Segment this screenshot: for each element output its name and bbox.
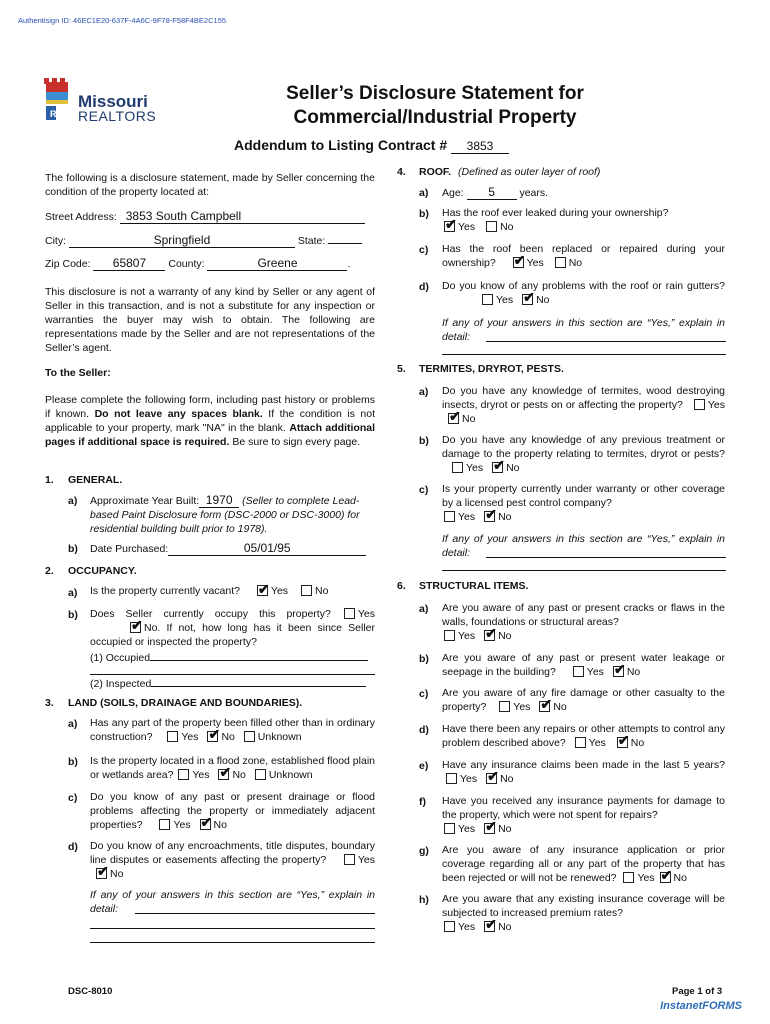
pest-warranty-no-checkbox[interactable]: [484, 511, 495, 522]
gutters-no-checkbox[interactable]: [522, 294, 533, 305]
s2-inspected: (2) Inspected: [90, 676, 375, 690]
cracks-no-checkbox[interactable]: [484, 630, 495, 641]
logo-line1: Missouri: [78, 92, 148, 111]
fire-yes-checkbox[interactable]: [499, 701, 510, 712]
logo-line2: REALTORS: [78, 108, 157, 124]
cracks-yes-checkbox[interactable]: [444, 630, 455, 641]
payments-yes-checkbox[interactable]: [444, 823, 455, 834]
s4-replaced: Has the roof been replaced or repaired during your ownership? ✔ Yes No: [442, 242, 725, 270]
s2-occupy: Does Seller currently occupy this property? Yes ✔No. If not, how long has it been since Seller occupied or inspected the property?: [90, 607, 375, 649]
addendum-heading: Addendum to Listing Contract # 3853: [234, 137, 509, 154]
inspected-field[interactable]: [151, 676, 366, 687]
section2-title: OCCUPANCY.: [68, 565, 137, 577]
section5-title: TERMITES, DRYROT, PESTS.: [419, 363, 564, 375]
s1-date-purchased: Date Purchased: 05/01/95: [90, 541, 375, 556]
s6-repairs: Have there been any repairs or other attempts to control any problem described above? Yes ✔ No: [442, 722, 725, 750]
leaked-no-checkbox[interactable]: [486, 221, 497, 232]
filled-yes-checkbox[interactable]: [167, 731, 178, 742]
intro-text: The following is a disclosure statement, made by Seller concerning the condition of the property located at:: [45, 172, 375, 198]
zip-code-field[interactable]: 65807: [93, 256, 165, 271]
s5-termites: Do you have any knowledge of termites, wood destroying insects, dryrot or pests on or affecting the property? Yes ✔No: [442, 384, 725, 426]
replaced-no-checkbox[interactable]: [555, 257, 566, 268]
section1-title: GENERAL.: [68, 474, 123, 486]
s3-encroach: Do you know of any encroachments, title disputes, boundary line disputes or easements affecting the property? Yes ✔No: [90, 839, 375, 881]
payments-no-checkbox[interactable]: [484, 823, 495, 834]
section1-number: 1.: [45, 474, 54, 486]
premium-yes-checkbox[interactable]: [444, 921, 455, 932]
s1-year-built: Approximate Year Built: 1970 (Seller to complete Lead-based Paint Disclosure form (DSC-2000 or DSC-3000) for residential building built prior to 1978).: [90, 493, 360, 535]
page-number: Page 1 of 3: [672, 986, 723, 997]
drainage-no-checkbox[interactable]: [200, 819, 211, 830]
page-title: Seller’s Disclosure Statement for Commercial/Industrial Property: [286, 83, 584, 128]
s4-gutters: Do you know of any problems with the roof or rain gutters? Yes ✔ No: [442, 279, 725, 307]
addendum-number-field[interactable]: 3853: [451, 139, 509, 154]
s3-drainage: Do you know of any past or present drainage or flood problems affecting the property or immediately adjacent properties? Yes ✔ No: [90, 790, 375, 832]
treatment-no-checkbox[interactable]: [492, 462, 503, 473]
zip-row: Zip Code: 65807 County: Greene .: [45, 256, 351, 270]
section3-title: LAND (SOILS, DRAINAGE AND BOUNDARIES).: [68, 697, 303, 709]
year-built-field[interactable]: 1970: [199, 493, 239, 508]
form-code: DSC-8010: [68, 986, 113, 997]
warranty-text: This disclosure is not a warranty of any kind by Seller or any agent of Seller in this transaction, and is not a substitute for any inspection or warranties the buyer may wish to obtain. The following are representations made by the Seller and are not representations of the Seller’s agent.: [45, 286, 375, 354]
s4-detail: If any of your answers in this section are “Yes,” explain in detail:: [442, 317, 725, 343]
replaced-yes-checkbox[interactable]: [513, 257, 524, 268]
fire-no-checkbox[interactable]: [539, 701, 550, 712]
s3-filled: Has any part of the property been filled other than in ordinary construction? Yes ✔ No Unknown: [90, 716, 375, 744]
rejected-yes-checkbox[interactable]: [623, 872, 634, 883]
premium-no-checkbox[interactable]: [484, 921, 495, 932]
occupy-no-checkbox[interactable]: [130, 622, 141, 633]
s5-detail: If any of your answers in this section are “Yes,” explain in detail:: [442, 533, 725, 559]
svg-text:R: R: [50, 109, 57, 119]
occupied-field[interactable]: [150, 650, 368, 661]
county-field[interactable]: Greene: [207, 256, 347, 271]
leakage-yes-checkbox[interactable]: [573, 666, 584, 677]
flood-unknown-checkbox[interactable]: [255, 769, 266, 780]
leakage-no-checkbox[interactable]: [613, 666, 624, 677]
encroach-yes-checkbox[interactable]: [344, 854, 355, 865]
repairs-no-checkbox[interactable]: [617, 737, 628, 748]
flood-no-checkbox[interactable]: [218, 769, 229, 780]
encroach-no-checkbox[interactable]: [96, 868, 107, 879]
occupy-yes-checkbox[interactable]: [344, 608, 355, 619]
leaked-yes-checkbox[interactable]: [444, 221, 455, 232]
roof-age-field[interactable]: 5: [467, 185, 517, 200]
s6-cracks: Are you aware of any past or present cracks or flaws in the walls, foundations or structural areas? Yes ✔ No: [442, 601, 725, 643]
drainage-yes-checkbox[interactable]: [159, 819, 170, 830]
s6-claims: Have any insurance claims been made in the last 5 years? Yes ✔ No: [442, 758, 725, 786]
section6-title: STRUCTURAL ITEMS.: [419, 580, 529, 592]
street-address-field[interactable]: 3853 South Campbell: [120, 209, 365, 224]
instructions-text: Please complete the following form, including past history or problems if known. Do not leave any spaces blank. If the condition is not applicable to your property, mark "NA" in the blank. Attach additional pages if additional space is required. Be sure to sign every page.: [45, 394, 376, 448]
s4-leaked: Has the roof ever leaked during your ownership? ✔Yes No: [442, 206, 725, 234]
s6-premium: Are you aware that any existing insurance coverage will be subjected to increased premium rates? Yes ✔ No: [442, 892, 725, 934]
state-field[interactable]: [328, 233, 362, 244]
s3-detail: If any of your answers in this section are “Yes,” explain in detail:: [90, 889, 375, 915]
to-seller-heading: To the Seller:: [45, 367, 111, 379]
treatment-yes-checkbox[interactable]: [452, 462, 463, 473]
missouri-realtors-logo: [40, 76, 170, 124]
instanet-forms-logo: InstanetFORMS: [660, 1000, 742, 1012]
filled-unknown-checkbox[interactable]: [244, 731, 255, 742]
s6-payments: Have you received any insurance payments for damage to the property, which were not spent for repairs? Yes ✔ No: [442, 794, 725, 836]
rejected-no-checkbox[interactable]: [660, 872, 671, 883]
s6-leakage: Are you aware of any past or present water leakage or seepage in the building? Yes ✔ No: [442, 651, 725, 679]
vacant-no-checkbox[interactable]: [301, 585, 312, 596]
s5-treatment: Do you have any knowledge of any previous treatment or damage to the property relating to termites, dryrot or pests? Yes ✔ No: [442, 433, 725, 475]
pest-warranty-yes-checkbox[interactable]: [444, 511, 455, 522]
s5-warranty: Is your property currently under warranty or other coverage by a licensed pest control company? Yes ✔ No: [442, 482, 725, 524]
filled-no-checkbox[interactable]: [207, 731, 218, 742]
date-purchased-field[interactable]: 05/01/95: [168, 541, 366, 556]
termites-yes-checkbox[interactable]: [694, 399, 705, 410]
s6-rejected: Are you aware of any insurance application or prior coverage regarding all or any part of the property that has been rejected or will not be renewed? Yes ✔ No: [442, 843, 725, 885]
street-row: Street Address: 3853 South Campbell: [45, 209, 375, 224]
claims-no-checkbox[interactable]: [486, 773, 497, 784]
flood-yes-checkbox[interactable]: [178, 769, 189, 780]
section4-title: ROOF. (Defined as outer layer of roof): [419, 166, 601, 178]
s2-vacant: Is the property currently vacant? ✔ Yes No: [90, 585, 375, 597]
city-row: City: Springfield State:: [45, 233, 375, 248]
authentisign-id: Authentisign ID: 46EC1E20-637F-4A6C-9F78-F58F4BE2C155: [18, 16, 227, 25]
termites-no-checkbox[interactable]: [448, 413, 459, 424]
city-field[interactable]: Springfield: [69, 233, 295, 248]
s6-fire: Are you aware of any fire damage or other casualty to the property? Yes ✔ No: [442, 686, 725, 714]
s4-age: Age: 5 years.: [442, 185, 549, 199]
s3-flood: Is the property located in a flood zone, established flood plain or wetlands area? Yes ✔ No Unknown: [90, 754, 375, 782]
gutters-yes-checkbox[interactable]: [482, 294, 493, 305]
s2-occupied: (1) Occupied: [90, 650, 375, 664]
vacant-yes-checkbox[interactable]: [257, 585, 268, 596]
repairs-yes-checkbox[interactable]: [575, 737, 586, 748]
claims-yes-checkbox[interactable]: [446, 773, 457, 784]
